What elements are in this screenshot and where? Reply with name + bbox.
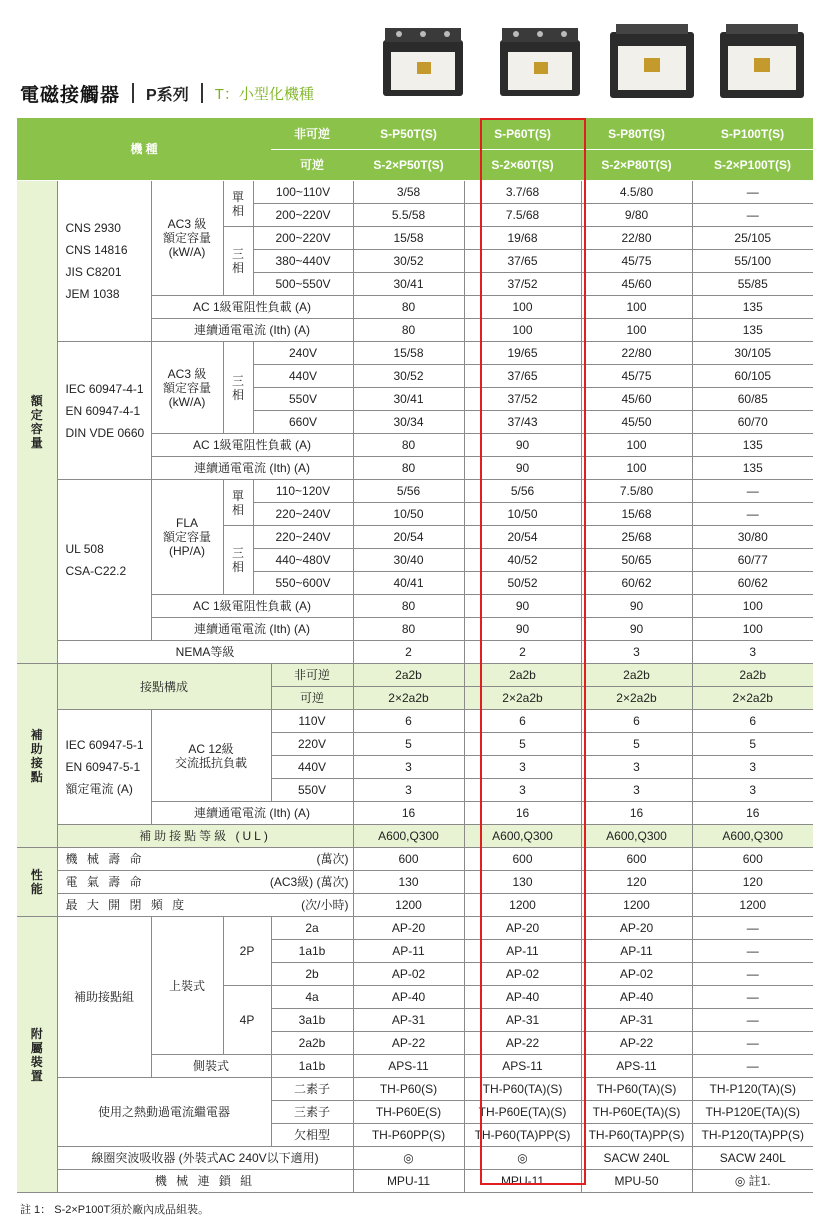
value-cell: AP-20 xyxy=(464,917,581,940)
value-cell: 5.5/58 xyxy=(353,204,464,227)
value-cell: 45/75 xyxy=(581,365,692,388)
value-cell: 45/60 xyxy=(581,388,692,411)
value-cell: 130 xyxy=(353,871,464,894)
value-cell: AP-11 xyxy=(353,940,464,963)
value-cell: 100 xyxy=(581,434,692,457)
voltage-cell: 660V xyxy=(253,411,353,434)
model-rev-p100t: S-2×P100T(S) xyxy=(692,150,813,181)
voltage-cell: 380~440V xyxy=(253,250,353,273)
value-cell: 16 xyxy=(581,802,692,825)
title-divider xyxy=(132,83,134,103)
voltage-cell: 200~220V xyxy=(253,204,353,227)
voltage-cell: 550~600V xyxy=(253,572,353,595)
ac1-label: AC 1級電阻性負載 (A) xyxy=(151,595,353,618)
product-photo-s-p100t xyxy=(716,18,808,110)
value-cell: 600 xyxy=(581,848,692,871)
value-cell: AP-31 xyxy=(353,1009,464,1032)
value-cell: 120 xyxy=(692,871,813,894)
voltage-cell: 440~480V xyxy=(253,549,353,572)
value-cell: MPU-11 xyxy=(464,1170,581,1193)
value-cell: 50/65 xyxy=(581,549,692,572)
value-cell: 30/80 xyxy=(692,526,813,549)
value-cell: 50/52 xyxy=(464,572,581,595)
value-cell: 2×2a2b xyxy=(692,687,813,710)
value-cell: TH-P120E(TA)(S) xyxy=(692,1101,813,1124)
value-cell: 2a2b xyxy=(692,664,813,687)
value-cell: APS-11 xyxy=(581,1055,692,1078)
ul-grade-label: 補助接點等級 (UL) xyxy=(57,825,353,848)
aux-standards: IEC 60947-5-1 EN 60947-5-1 額定電流 (A) xyxy=(57,710,151,825)
value-cell: 10/50 xyxy=(353,503,464,526)
series-subtitle: T：小型化機種 xyxy=(214,85,314,103)
value-cell: 5 xyxy=(353,733,464,756)
voltage-cell: 550V xyxy=(253,388,353,411)
value-cell: 60/62 xyxy=(692,572,813,595)
series-label: P系列 xyxy=(146,86,189,104)
ith-label: 連續通電電流 (Ith) (A) xyxy=(151,802,353,825)
ul-capacity-label: FLA 額定容量 (HP/A) xyxy=(151,480,223,595)
value-cell: 5 xyxy=(692,733,813,756)
value-cell: AP-31 xyxy=(581,1009,692,1032)
value-cell: 1200 xyxy=(353,894,464,917)
highlight-box-s-p60t xyxy=(480,118,586,1185)
value-cell: 37/65 xyxy=(464,250,581,273)
value-cell: 130 xyxy=(464,871,581,894)
value-cell: 6 xyxy=(692,710,813,733)
value-cell: 55/100 xyxy=(692,250,813,273)
value-cell: AP-20 xyxy=(353,917,464,940)
value-cell: 90 xyxy=(581,595,692,618)
rated-capacity-side: 額 定 容 量 xyxy=(17,181,57,664)
value-cell: 30/52 xyxy=(353,365,464,388)
perf-unit: (AC3級) (萬次) xyxy=(253,871,353,894)
value-cell: 4.5/80 xyxy=(581,181,692,204)
value-cell: 16 xyxy=(464,802,581,825)
value-cell: 20/54 xyxy=(464,526,581,549)
value-cell: AP-22 xyxy=(464,1032,581,1055)
value-cell: 5/56 xyxy=(464,480,581,503)
value-cell: 19/68 xyxy=(464,227,581,250)
2p-label: 2P xyxy=(223,917,271,986)
value-cell: MPU-11 xyxy=(353,1170,464,1193)
value-cell: ◎ 註1. xyxy=(692,1170,813,1193)
contact-type-cell: 1a1b xyxy=(271,940,353,963)
thermal-relay-label: 使用之熱動過電流繼電器 xyxy=(57,1078,271,1147)
aux-block-label: 補助接點組 xyxy=(57,917,151,1078)
value-cell: — xyxy=(692,1009,813,1032)
rev-header: 可逆 xyxy=(271,150,353,181)
value-cell: 5 xyxy=(581,733,692,756)
relay-type-cell: 欠相型 xyxy=(271,1124,353,1147)
cns-capacity-label: AC3 級 額定容量 (kW/A) xyxy=(151,181,223,296)
value-cell: 15/68 xyxy=(581,503,692,526)
value-cell: 3 xyxy=(581,756,692,779)
value-cell: 25/68 xyxy=(581,526,692,549)
value-cell: TH-P60(TA)PP(S) xyxy=(581,1124,692,1147)
value-cell: AP-22 xyxy=(353,1032,464,1055)
voltage-cell: 220V xyxy=(271,733,353,756)
value-cell: 80 xyxy=(353,457,464,480)
nonrev-label: 非可逆 xyxy=(271,664,353,687)
value-cell: AP-20 xyxy=(581,917,692,940)
value-cell: 2 xyxy=(464,641,581,664)
value-cell: APS-11 xyxy=(353,1055,464,1078)
surge-absorber-label: 線圈突波吸收器 (外裝式AC 240V以下適用) xyxy=(57,1147,353,1170)
value-cell: 30/40 xyxy=(353,549,464,572)
value-cell: AP-11 xyxy=(581,940,692,963)
value-cell: 55/85 xyxy=(692,273,813,296)
value-cell: 60/85 xyxy=(692,388,813,411)
voltage-cell: 500~550V xyxy=(253,273,353,296)
value-cell: — xyxy=(692,181,813,204)
value-cell: 60/62 xyxy=(581,572,692,595)
model-s-p80t: S-P80T(S) xyxy=(581,118,692,150)
model-s-p60t: S-P60T(S) xyxy=(464,118,581,150)
contact-type-cell: 3a1b xyxy=(271,1009,353,1032)
value-cell: 100 xyxy=(464,319,581,342)
value-cell: AP-11 xyxy=(464,940,581,963)
value-cell: 45/75 xyxy=(581,250,692,273)
value-cell: 9/80 xyxy=(581,204,692,227)
voltage-cell: 440V xyxy=(253,365,353,388)
value-cell: 1200 xyxy=(581,894,692,917)
value-cell: 25/105 xyxy=(692,227,813,250)
perf-label: 最 大 開 閉 頻 度 xyxy=(57,894,253,917)
value-cell: 60/77 xyxy=(692,549,813,572)
value-cell: ◎ xyxy=(464,1147,581,1170)
aux-load-label: AC 12級 交流抵抗負載 xyxy=(151,710,271,802)
voltage-cell: 110~120V xyxy=(253,480,353,503)
value-cell: TH-P60E(S) xyxy=(353,1101,464,1124)
value-cell: 80 xyxy=(353,434,464,457)
value-cell: A600,Q300 xyxy=(692,825,813,848)
voltage-cell: 200~220V xyxy=(253,227,353,250)
value-cell: 100 xyxy=(581,319,692,342)
value-cell: — xyxy=(692,986,813,1009)
performance-side: 性 能 xyxy=(17,848,57,917)
rev-label: 可逆 xyxy=(271,687,353,710)
value-cell: TH-P120(TA)(S) xyxy=(692,1078,813,1101)
value-cell: A600,Q300 xyxy=(581,825,692,848)
value-cell: 20/54 xyxy=(353,526,464,549)
value-cell: 100 xyxy=(692,618,813,641)
contact-type-cell: 2a xyxy=(271,917,353,940)
value-cell: 90 xyxy=(581,618,692,641)
three-phase-label: 三 相 xyxy=(223,526,253,595)
product-photo-s-p60t xyxy=(494,18,586,110)
value-cell: — xyxy=(692,917,813,940)
value-cell: 2×2a2b xyxy=(353,687,464,710)
perf-label: 機 械 壽 命 xyxy=(57,848,253,871)
value-cell: 100 xyxy=(581,296,692,319)
contact-type-cell: 2b xyxy=(271,963,353,986)
value-cell: 10/50 xyxy=(464,503,581,526)
value-cell: 3 xyxy=(581,779,692,802)
voltage-cell: 240V xyxy=(253,342,353,365)
value-cell: 7.5/68 xyxy=(464,204,581,227)
value-cell: TH-P60(TA)(S) xyxy=(581,1078,692,1101)
footnote: 註 1： S-2×P100T須於廠內成品組裝。 xyxy=(20,1204,210,1216)
value-cell: — xyxy=(692,1032,813,1055)
value-cell: TH-P60E(TA)(S) xyxy=(464,1101,581,1124)
value-cell: 2a2b xyxy=(353,664,464,687)
page-header xyxy=(20,78,314,108)
perf-label: 電 氣 壽 命 xyxy=(57,871,253,894)
iec-capacity-label: AC3 級 額定容量 (kW/A) xyxy=(151,342,223,434)
voltage-cell: 440V xyxy=(271,756,353,779)
perf-unit: (萬次) xyxy=(253,848,353,871)
value-cell: 3/58 xyxy=(353,181,464,204)
top-mount-label: 上裝式 xyxy=(151,917,223,1055)
product-photo-s-p50t xyxy=(377,18,469,110)
value-cell: 15/58 xyxy=(353,227,464,250)
value-cell: 80 xyxy=(353,296,464,319)
ul-standards: UL 508 CSA-C22.2 xyxy=(57,480,151,641)
value-cell: 90 xyxy=(464,618,581,641)
voltage-cell: 220~240V xyxy=(253,503,353,526)
value-cell: 3 xyxy=(464,756,581,779)
value-cell: 1200 xyxy=(692,894,813,917)
value-cell: 37/65 xyxy=(464,365,581,388)
value-cell: 80 xyxy=(353,319,464,342)
ith-label: 連續通電電流 (Ith) (A) xyxy=(151,618,353,641)
side-mount-label: 側裝式 xyxy=(151,1055,271,1078)
value-cell: 100 xyxy=(581,457,692,480)
value-cell: 600 xyxy=(464,848,581,871)
contact-type-cell: 1a1b xyxy=(271,1055,353,1078)
value-cell: APS-11 xyxy=(464,1055,581,1078)
three-phase-label: 三 相 xyxy=(223,342,253,434)
cns-standards: CNS 2930 CNS 14816 JIS C8201 JEM 1038 xyxy=(57,181,151,342)
value-cell: — xyxy=(692,963,813,986)
value-cell: 60/70 xyxy=(692,411,813,434)
model-rev-p60t: S-2×60T(S) xyxy=(464,150,581,181)
value-cell: 2×2a2b xyxy=(464,687,581,710)
value-cell: SACW 240L xyxy=(692,1147,813,1170)
value-cell: SACW 240L xyxy=(581,1147,692,1170)
value-cell: 3 xyxy=(692,756,813,779)
value-cell: TH-P120(TA)PP(S) xyxy=(692,1124,813,1147)
value-cell: 40/41 xyxy=(353,572,464,595)
value-cell: AP-02 xyxy=(464,963,581,986)
page-title: 電磁接觸器 xyxy=(20,84,121,106)
value-cell: 135 xyxy=(692,457,813,480)
value-cell: 3 xyxy=(692,779,813,802)
value-cell: TH-P60(TA)PP(S) xyxy=(464,1124,581,1147)
model-rev-p50t: S-2×P50T(S) xyxy=(353,150,464,181)
value-cell: 80 xyxy=(353,618,464,641)
single-phase-label: 單 相 xyxy=(223,181,253,227)
contact-type-cell: 4a xyxy=(271,986,353,1009)
model-s-p50t: S-P50T(S) xyxy=(353,118,464,150)
voltage-cell: 220~240V xyxy=(253,526,353,549)
value-cell: AP-22 xyxy=(581,1032,692,1055)
aux-contact-side: 補 助 接 點 xyxy=(17,664,57,848)
contact-config-label: 接點構成 xyxy=(57,664,271,710)
value-cell: — xyxy=(692,204,813,227)
voltage-cell: 100~110V xyxy=(253,181,353,204)
value-cell: MPU-50 xyxy=(581,1170,692,1193)
value-cell: 5/56 xyxy=(353,480,464,503)
value-cell: 45/60 xyxy=(581,273,692,296)
value-cell: 90 xyxy=(464,457,581,480)
spec-table xyxy=(17,117,813,1193)
value-cell: 45/50 xyxy=(581,411,692,434)
accessories-side: 附 屬 裝 置 xyxy=(17,917,57,1193)
kind-header: 機 種 xyxy=(17,118,271,181)
ith-label: 連續通電電流 (Ith) (A) xyxy=(151,457,353,480)
value-cell: AP-31 xyxy=(464,1009,581,1032)
value-cell: 37/43 xyxy=(464,411,581,434)
nonrev-header: 非可逆 xyxy=(271,118,353,150)
value-cell: — xyxy=(692,480,813,503)
value-cell: A600,Q300 xyxy=(353,825,464,848)
value-cell: 37/52 xyxy=(464,273,581,296)
value-cell: 3.7/68 xyxy=(464,181,581,204)
value-cell: 120 xyxy=(581,871,692,894)
value-cell: 3 xyxy=(464,779,581,802)
value-cell: TH-P60(TA)(S) xyxy=(464,1078,581,1101)
value-cell: 30/41 xyxy=(353,388,464,411)
ac1-label: AC 1級電阻性負載 (A) xyxy=(151,296,353,319)
relay-type-cell: 二素子 xyxy=(271,1078,353,1101)
relay-type-cell: 三素子 xyxy=(271,1101,353,1124)
single-phase-label: 單 相 xyxy=(223,480,253,526)
value-cell: AP-40 xyxy=(464,986,581,1009)
value-cell: 3 xyxy=(353,756,464,779)
value-cell: 2 xyxy=(353,641,464,664)
value-cell: 2a2b xyxy=(581,664,692,687)
value-cell: 6 xyxy=(464,710,581,733)
value-cell: 5 xyxy=(464,733,581,756)
value-cell: TH-P60E(TA)(S) xyxy=(581,1101,692,1124)
value-cell: 100 xyxy=(464,296,581,319)
value-cell: AP-40 xyxy=(353,986,464,1009)
value-cell: 22/80 xyxy=(581,227,692,250)
value-cell: 3 xyxy=(353,779,464,802)
value-cell: 22/80 xyxy=(581,342,692,365)
model-s-p100t: S-P100T(S) xyxy=(692,118,813,150)
value-cell: — xyxy=(692,503,813,526)
value-cell: 135 xyxy=(692,319,813,342)
value-cell: ◎ xyxy=(353,1147,464,1170)
perf-unit: (次/小時) xyxy=(253,894,353,917)
value-cell: 15/58 xyxy=(353,342,464,365)
nema-label: NEMA等級 xyxy=(57,641,353,664)
value-cell: 16 xyxy=(692,802,813,825)
ith-label: 連續通電電流 (Ith) (A) xyxy=(151,319,353,342)
value-cell: 19/65 xyxy=(464,342,581,365)
value-cell: AP-40 xyxy=(581,986,692,1009)
value-cell: TH-P60PP(S) xyxy=(353,1124,464,1147)
title-divider xyxy=(201,83,203,103)
value-cell: 600 xyxy=(353,848,464,871)
value-cell: 135 xyxy=(692,434,813,457)
value-cell: 135 xyxy=(692,296,813,319)
value-cell: 3 xyxy=(581,641,692,664)
value-cell: A600,Q300 xyxy=(464,825,581,848)
value-cell: 6 xyxy=(353,710,464,733)
three-phase-label: 三 相 xyxy=(223,227,253,296)
value-cell: AP-02 xyxy=(353,963,464,986)
value-cell: 1200 xyxy=(464,894,581,917)
value-cell: — xyxy=(692,1055,813,1078)
value-cell: 6 xyxy=(581,710,692,733)
value-cell: 30/105 xyxy=(692,342,813,365)
model-rev-p80t: S-2×P80T(S) xyxy=(581,150,692,181)
value-cell: 30/52 xyxy=(353,250,464,273)
value-cell: AP-02 xyxy=(581,963,692,986)
voltage-cell: 110V xyxy=(271,710,353,733)
value-cell: 30/34 xyxy=(353,411,464,434)
interlock-label: 機 械 連 鎖 組 xyxy=(57,1170,353,1193)
value-cell: 2×2a2b xyxy=(581,687,692,710)
value-cell: 7.5/80 xyxy=(581,480,692,503)
contact-type-cell: 2a2b xyxy=(271,1032,353,1055)
value-cell: 16 xyxy=(353,802,464,825)
voltage-cell: 550V xyxy=(271,779,353,802)
ac1-label: AC 1級電阻性負載 (A) xyxy=(151,434,353,457)
value-cell: 2a2b xyxy=(464,664,581,687)
4p-label: 4P xyxy=(223,986,271,1055)
value-cell: TH-P60(S) xyxy=(353,1078,464,1101)
value-cell: — xyxy=(692,940,813,963)
value-cell: 60/105 xyxy=(692,365,813,388)
iec-standards: IEC 60947-4-1 EN 60947-4-1 DIN VDE 0660 xyxy=(57,342,151,480)
value-cell: 37/52 xyxy=(464,388,581,411)
value-cell: 90 xyxy=(464,434,581,457)
value-cell: 80 xyxy=(353,595,464,618)
value-cell: 3 xyxy=(692,641,813,664)
value-cell: 40/52 xyxy=(464,549,581,572)
value-cell: 100 xyxy=(692,595,813,618)
value-cell: 600 xyxy=(692,848,813,871)
product-photo-s-p80t xyxy=(606,18,698,110)
value-cell: 30/41 xyxy=(353,273,464,296)
value-cell: 90 xyxy=(464,595,581,618)
